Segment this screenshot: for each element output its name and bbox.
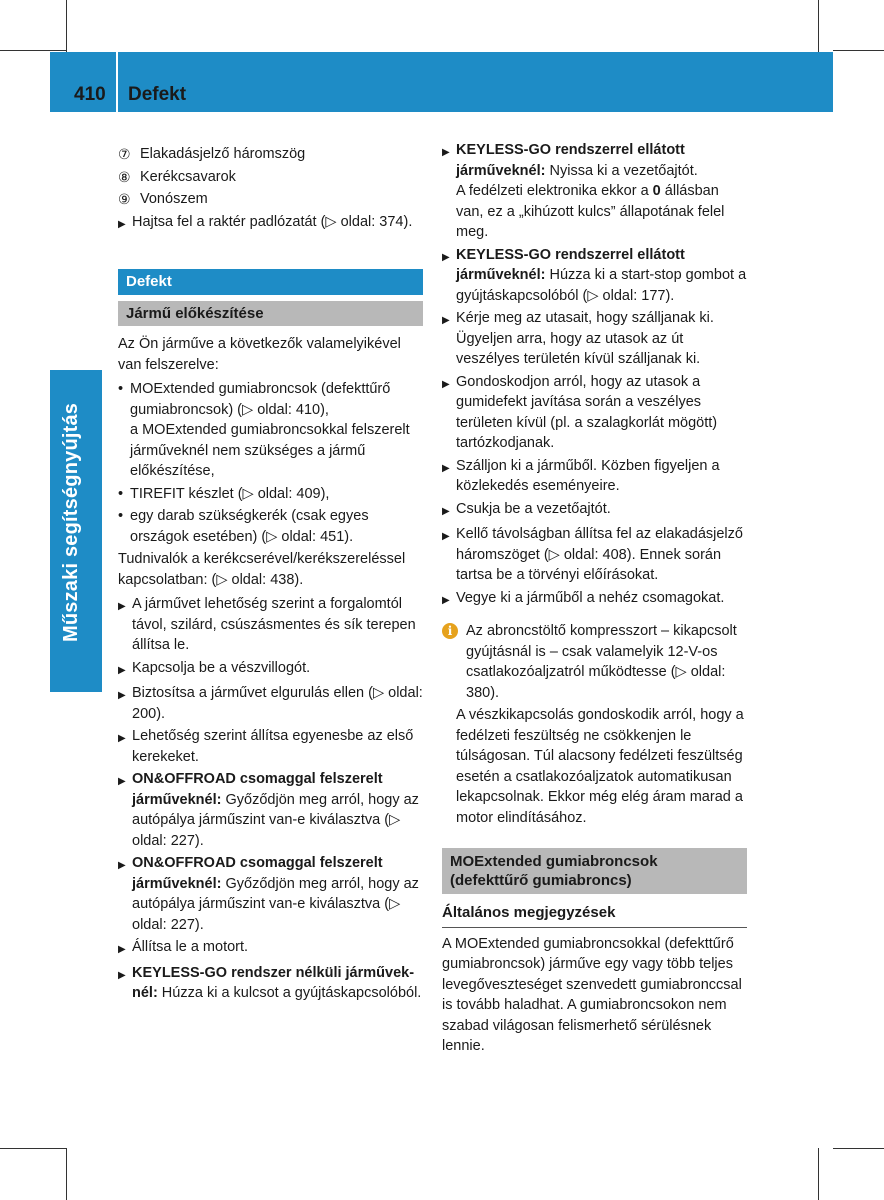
step-bold: KEYLESS-GO rendszerrel ellátott járműveknél: <box>456 246 685 283</box>
step-arrow-icon: ▶ <box>442 462 450 474</box>
step-item <box>118 853 423 935</box>
step-item <box>118 658 423 682</box>
step-text: Lehetőség szerint állítsa egyenesbe az első kerekeket. <box>132 728 414 765</box>
body-paragraph: A MOExtended gumiabroncsokkal (defekttűrő gumiabroncsok) járműve egy vagy több teljes levegőveszteséget szenvedett gumiabronccsal is tovább haladhat. A gumiabroncsokon nem szabad világosan felismerhető sérülésnek lennie. <box>442 935 742 1054</box>
step-extra: állásban van, ez a „kihúzott kulcs” állapotának felel meg. <box>456 183 725 240</box>
bullet-item <box>118 379 423 482</box>
step-arrow-icon: ▶ <box>442 315 450 326</box>
step-text: Kellő távolságban állítsa fel az elakadásjelző háromszöget (▷ oldal: 408). Ennek során tartsa be a törvényi előírásokat. <box>456 526 743 583</box>
section-title: Defekt <box>118 269 423 295</box>
right-column <box>442 140 747 1057</box>
crop-mark <box>833 50 884 51</box>
step-arrow-icon: ▶ <box>442 531 450 542</box>
step-text: Húzza ki a start-stop gombot a gyújtáskapcsolóból (▷ oldal: 177). <box>456 267 747 304</box>
step-item <box>442 588 747 612</box>
list-item <box>118 189 423 210</box>
step-item <box>118 212 423 236</box>
step-item <box>118 963 423 1004</box>
step-arrow-icon: ▶ <box>118 218 126 230</box>
step-extra-bold: 0 <box>652 183 661 199</box>
step-item <box>118 726 423 767</box>
step-arrow-icon: ▶ <box>118 944 126 955</box>
step-text: Hajtsa fel a raktér padlózatát (▷ oldal: 374). <box>132 213 413 230</box>
info-text: Az abroncstöltő kompresszort – kikapcsolt gyújtásnál is – csak valamelyik 12-V-os csatlakozóaljzatról működtesse (▷ oldal: 380). <box>466 623 737 701</box>
step-item <box>118 937 423 961</box>
step-text: Kérje meg az utasait, hogy szálljanak ki. Ügyeljen arra, hogy az utasok az út veszélyes területén kívül szálljanak ki. <box>456 310 714 367</box>
step-arrow-icon: ▶ <box>118 776 126 787</box>
crop-mark <box>0 50 66 51</box>
bullet-item <box>118 484 423 505</box>
left-column <box>118 144 423 1006</box>
step-item <box>442 524 747 586</box>
bullet-text: MOExtended gumiabroncsok (defekttűrő gumiabroncsok) (▷ oldal: 410), <box>130 381 391 418</box>
step-text: Állítsa le a motort. <box>132 939 249 955</box>
step-arrow-icon: ▶ <box>118 860 126 871</box>
step-arrow-icon: ▶ <box>118 690 126 701</box>
bullet-icon: • <box>118 508 124 524</box>
step-arrow-icon: ▶ <box>442 378 450 390</box>
step-text: Kapcsolja be a vészvillogót. <box>132 659 311 676</box>
step-item <box>442 140 747 243</box>
info-text-2: A vészkikapcsolás gondoskodik arról, hogy a fedélzeti feszültség ne csökkenjen le túlságosan. Túl alacsony fedélzeti feszültség esetén a csatlakozóaljzatok automatikusan lekapcsolnak. Ekkor még elég áram marad a motor elindításához. <box>456 707 744 826</box>
step-item <box>442 456 747 497</box>
step-arrow-icon: ▶ <box>442 505 450 517</box>
bullet-icon: • <box>118 485 124 502</box>
step-item <box>442 372 747 454</box>
step-text: Csukja be a vezetőajtót. <box>456 500 611 517</box>
step-item <box>118 594 423 656</box>
step-text: Győződjön meg arról, hogy az autópálya járműszint van-e kiválasztva (▷ oldal: 227). <box>132 875 419 933</box>
step-arrow-icon: ▶ <box>118 601 126 612</box>
crop-mark <box>0 1148 66 1149</box>
step-text: Nyissa ki a vezetőajtót. <box>545 162 698 179</box>
intro-text: Az Ön járműve a következők valamelyikével van felszerelve: <box>118 336 401 373</box>
subsection-title: Jármű előkészítése <box>118 301 423 326</box>
crop-mark <box>66 0 67 52</box>
step-text: Gondoskodjon arról, hogy az utasok a gumidefekt javítása során a veszélyes területen kívül (pl. a szalagkorlát mögött) tartózkodjanak. <box>456 373 718 451</box>
list-item <box>118 167 423 188</box>
step-bold: ON&OFFROAD csomaggal felszerelt járműveknél: <box>132 855 383 892</box>
note-text: Tudnivalók a kerékcserével/kerékszereléssel kapcsolatban: (▷ oldal: 438). <box>118 551 406 588</box>
bullet-text: egy darab szükségkerék (csak egyes országok esetében) (▷ oldal: 451). <box>130 508 369 545</box>
bullet-icon: • <box>118 381 124 397</box>
step-text: Győződjön meg arról, hogy az autópálya járműszint van-e kiválasztva (▷ oldal: 227). <box>132 791 419 849</box>
page-title: Defekt <box>128 84 187 105</box>
step-item <box>118 683 423 724</box>
item-number: ⑦ <box>118 146 131 162</box>
side-tab-label: Műszaki segítségnyújtás <box>60 402 82 642</box>
step-bold: KEYLESS-GO rendszerrel ellátott járműveknél: <box>456 142 685 179</box>
info-note <box>442 621 747 703</box>
step-arrow-icon: ▶ <box>442 251 450 263</box>
step-arrow-icon: ▶ <box>118 664 126 676</box>
info-icon: i <box>442 623 458 639</box>
bullet-item <box>118 506 423 547</box>
item-text: Elakadásjelző háromszög <box>140 146 306 162</box>
crop-mark <box>818 1148 819 1200</box>
bullet-text: TIREFIT készlet (▷ oldal: 409), <box>130 485 330 502</box>
step-text: Biztosítsa a járművet elgurulás ellen (▷ oldal: 200). <box>132 685 423 722</box>
item-number: ⑨ <box>118 191 131 207</box>
page-number: 410 <box>74 84 106 105</box>
step-extra: A fedélzeti elektronika ekkor a <box>456 183 653 199</box>
step-item <box>118 769 423 851</box>
header-bar <box>118 52 833 112</box>
step-text: Húzza ki a kulcsot a gyújtáskapcsolóból. <box>157 985 422 1001</box>
step-arrow-icon: ▶ <box>442 147 450 158</box>
crop-mark <box>833 1148 884 1149</box>
step-arrow-icon: ▶ <box>442 594 450 606</box>
step-text: Szálljon ki a járműből. Közben figyeljen a közlekedés eseményeire. <box>456 457 720 494</box>
step-bold: ON&OFFROAD csomaggal felszerelt járműveknél: <box>132 771 383 808</box>
section-title: MOExtended gumiabroncsok (defekttűrő gumiabroncs) <box>442 848 747 894</box>
step-item <box>442 245 747 307</box>
step-arrow-icon: ▶ <box>118 733 126 744</box>
item-number: ⑧ <box>118 168 131 185</box>
step-text: A járművet lehetőség szerint a forgalomtól távol, szilárd, csúszásmentes és sík terepen állítsa le. <box>132 596 416 653</box>
crop-mark <box>66 1148 67 1200</box>
step-item <box>442 499 747 523</box>
step-arrow-icon: ▶ <box>118 969 126 981</box>
bullet-extra: a MOExtended gumiabroncsokkal felszerelt járműveknél nem szükséges a jármű előkészítése, <box>130 422 410 479</box>
step-text: Vegye ki a járműből a nehéz csomagokat. <box>456 589 725 606</box>
crop-mark <box>818 0 819 52</box>
step-item <box>442 308 747 370</box>
item-text: Vonószem <box>140 191 208 207</box>
list-item <box>118 144 423 165</box>
step-bold: KEYLESS-GO rendszer nélküli járműveknél: <box>132 964 415 1001</box>
subsection-heading: Általános megjegyzések <box>442 894 747 928</box>
item-text: Kerékcsavarok <box>140 168 236 185</box>
